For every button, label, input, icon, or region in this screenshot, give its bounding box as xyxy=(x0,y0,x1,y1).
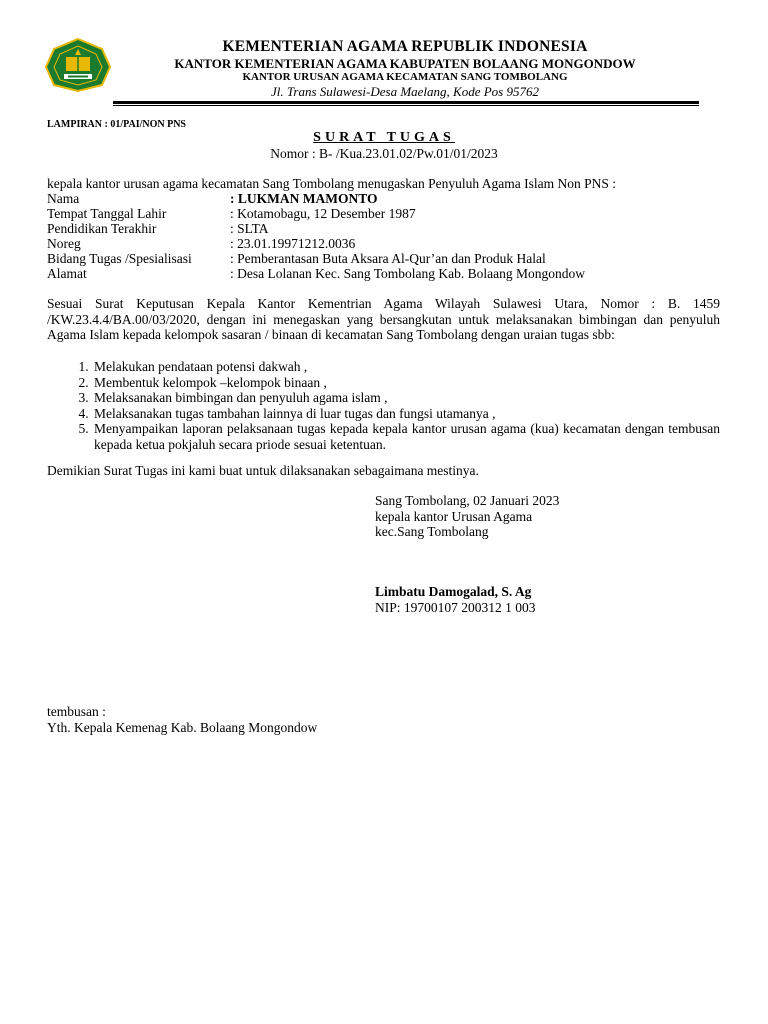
task-list xyxy=(47,359,720,452)
field-value: : LUKMAN MAMONTO xyxy=(230,191,378,206)
office-address: Jl. Trans Sulawesi-Desa Maelang, Kode Pos 95762 xyxy=(271,84,539,99)
field-label: Pendidikan Terakhir xyxy=(47,221,157,236)
letterhead-rule-thick xyxy=(113,101,699,104)
field-label: Bidang Tugas /Spesialisasi xyxy=(47,251,192,266)
cc-label: tembusan : xyxy=(47,704,106,719)
field-row-address xyxy=(47,266,727,282)
decree-paragraph: Sesuai Surat Keputusan Kepala Kantor Kementrian Agama Wilayah Sulawesi Utara, Nomor : B. 1459 /KW.23.4.4/BA.00/03/2020, dengan ini menegaskan yang bersangkutan untuk melaksanakan bimbingan dan penyuluh Agama Islam kepada kelompok sasaran / binaan di kecamatan Sang Tombolang dengan uraian tugas sbb: xyxy=(47,296,720,342)
field-value: : 23.01.19971212.0036 xyxy=(230,236,356,251)
field-label: Alamat xyxy=(47,266,87,281)
field-label: Tempat Tanggal Lahir xyxy=(47,206,167,221)
signature-position: kepala kantor Urusan Agama xyxy=(375,509,533,524)
kementerian-agama-logo-icon xyxy=(44,37,112,93)
cc-recipient: Yth. Kepala Kemenag Kab. Bolaang Mongondow xyxy=(47,720,318,735)
task-item: 4. Melaksanakan tugas tambahan lainnya di luar tugas dan fungsi utamanya , xyxy=(92,406,720,422)
task-item: 2. Membentuk kelompok –kelompok binaan , xyxy=(92,375,720,391)
field-row-education xyxy=(47,221,727,237)
field-label: Noreg xyxy=(47,236,81,251)
field-value: : SLTA xyxy=(230,221,269,236)
field-row-birth xyxy=(47,206,727,222)
signer-nip: NIP: 19700107 200312 1 003 xyxy=(375,600,536,615)
district-office-name: KANTOR URUSAN AGAMA KECAMATAN SANG TOMBOLANG xyxy=(242,71,568,83)
field-row-name xyxy=(47,191,727,207)
task-item: 1. Melakukan pendataan potensi dakwah , xyxy=(92,359,720,375)
field-row-specialization xyxy=(47,251,727,267)
task-item: 3. Melaksanakan bimbingan dan penyuluh agama islam , xyxy=(92,390,720,406)
document-number: Nomor : B- /Kua.23.01.02/Pw.01/01/2023 xyxy=(270,146,498,161)
field-value: : Kotamobagu, 12 Desember 1987 xyxy=(230,206,416,221)
field-value: : Desa Lolanan Kec. Sang Tombolang Kab. Bolaang Mongondow xyxy=(230,266,585,281)
regency-office-name: KANTOR KEMENTERIAN AGAMA KABUPATEN BOLAANG MONGONDOW xyxy=(174,56,636,71)
attachment-reference: LAMPIRAN : 01/PAI/NON PNS xyxy=(47,119,186,130)
task-item: 5. Menyampaikan laporan pelaksanaan tugas kepada kepala kantor urusan agama (kua) kecamatan dengan tembusan kepada ketua pokjaluh secara priode sesuai ketentuan. xyxy=(92,421,720,452)
closing-sentence: Demikian Surat Tugas ini kami buat untuk dilaksanakan sebagaimana mestinya. xyxy=(47,463,479,478)
ministry-name: KEMENTERIAN AGAMA REPUBLIK INDONESIA xyxy=(222,38,588,55)
field-label: Nama xyxy=(47,191,80,206)
letterhead-rule-thin xyxy=(113,105,699,106)
signature-place-date: Sang Tombolang, 02 Januari 2023 xyxy=(375,493,560,508)
signature-office: kec.Sang Tombolang xyxy=(375,524,489,539)
document-title: SURAT TUGAS xyxy=(313,130,455,145)
field-value: : Pemberantasan Buta Aksara Al-Qur’an dan Produk Halal xyxy=(230,251,546,266)
intro-sentence: kepala kantor urusan agama kecamatan Sang Tombolang menugaskan Penyuluh Agama Islam Non PNS : xyxy=(47,176,617,191)
signer-name: Limbatu Damogalad, S. Ag xyxy=(375,584,532,599)
field-row-noreg xyxy=(47,236,727,252)
